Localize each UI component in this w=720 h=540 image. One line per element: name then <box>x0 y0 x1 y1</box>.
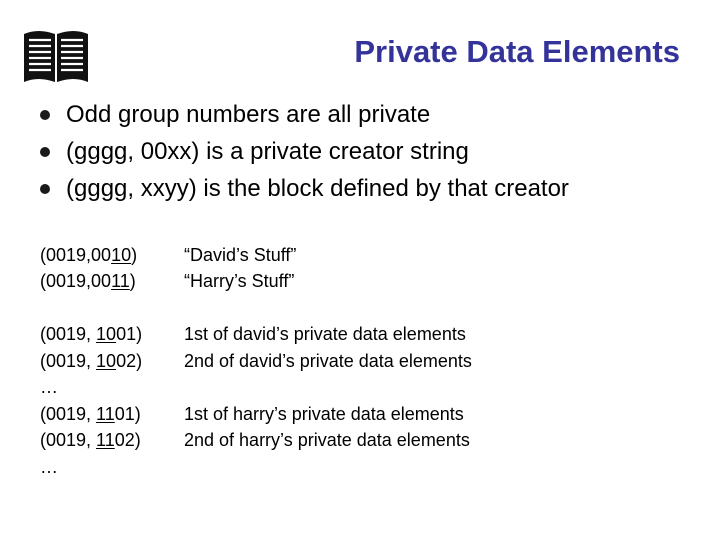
tag-cell: (0019,0010) <box>40 244 138 265</box>
table-row <box>40 428 700 455</box>
description-cell: “David’s Stuff” <box>184 244 297 265</box>
bullet-list <box>40 96 700 207</box>
tag-cell: … <box>40 377 58 398</box>
slide-title: Private Data Elements <box>354 34 680 69</box>
tag-cell: … <box>40 456 58 477</box>
bullet-dot-icon <box>40 110 50 120</box>
tag-cell: (0019, 1102) <box>40 430 141 451</box>
book-icon <box>20 28 92 86</box>
bullet-text: Odd group numbers are all private <box>66 100 431 128</box>
table-row <box>40 269 700 296</box>
bullet-dot-icon <box>40 147 50 157</box>
description-cell: 1st of harry’s private data elements <box>184 403 464 424</box>
description-cell: 1st of david’s private data elements <box>184 324 466 345</box>
table-row <box>40 454 700 481</box>
table-row <box>40 375 700 402</box>
bullet-item <box>40 133 700 170</box>
table-row <box>40 348 700 375</box>
bullet-item <box>40 170 700 207</box>
tag-cell: (0019, 1001) <box>40 324 143 345</box>
table-row <box>40 401 700 428</box>
tag-cell: (0019, 1002) <box>40 350 143 371</box>
bullet-item <box>40 96 700 133</box>
description-cell: 2nd of david’s private data elements <box>184 350 472 371</box>
tag-cell: (0019,0011) <box>40 271 136 292</box>
tag-cell: (0019, 1101) <box>40 403 141 424</box>
bullet-text: (gggg, xxyy) is the block defined by that creator <box>66 174 569 202</box>
row-spacer <box>40 295 700 322</box>
bullet-text: (gggg, 00xx) is a private creator string <box>66 137 469 165</box>
description-cell: 2nd of harry’s private data elements <box>184 430 470 451</box>
tag-table <box>40 242 700 481</box>
bullet-dot-icon <box>40 184 50 194</box>
table-row <box>40 242 700 269</box>
description-cell: “Harry’s Stuff” <box>184 271 295 292</box>
table-row <box>40 322 700 349</box>
